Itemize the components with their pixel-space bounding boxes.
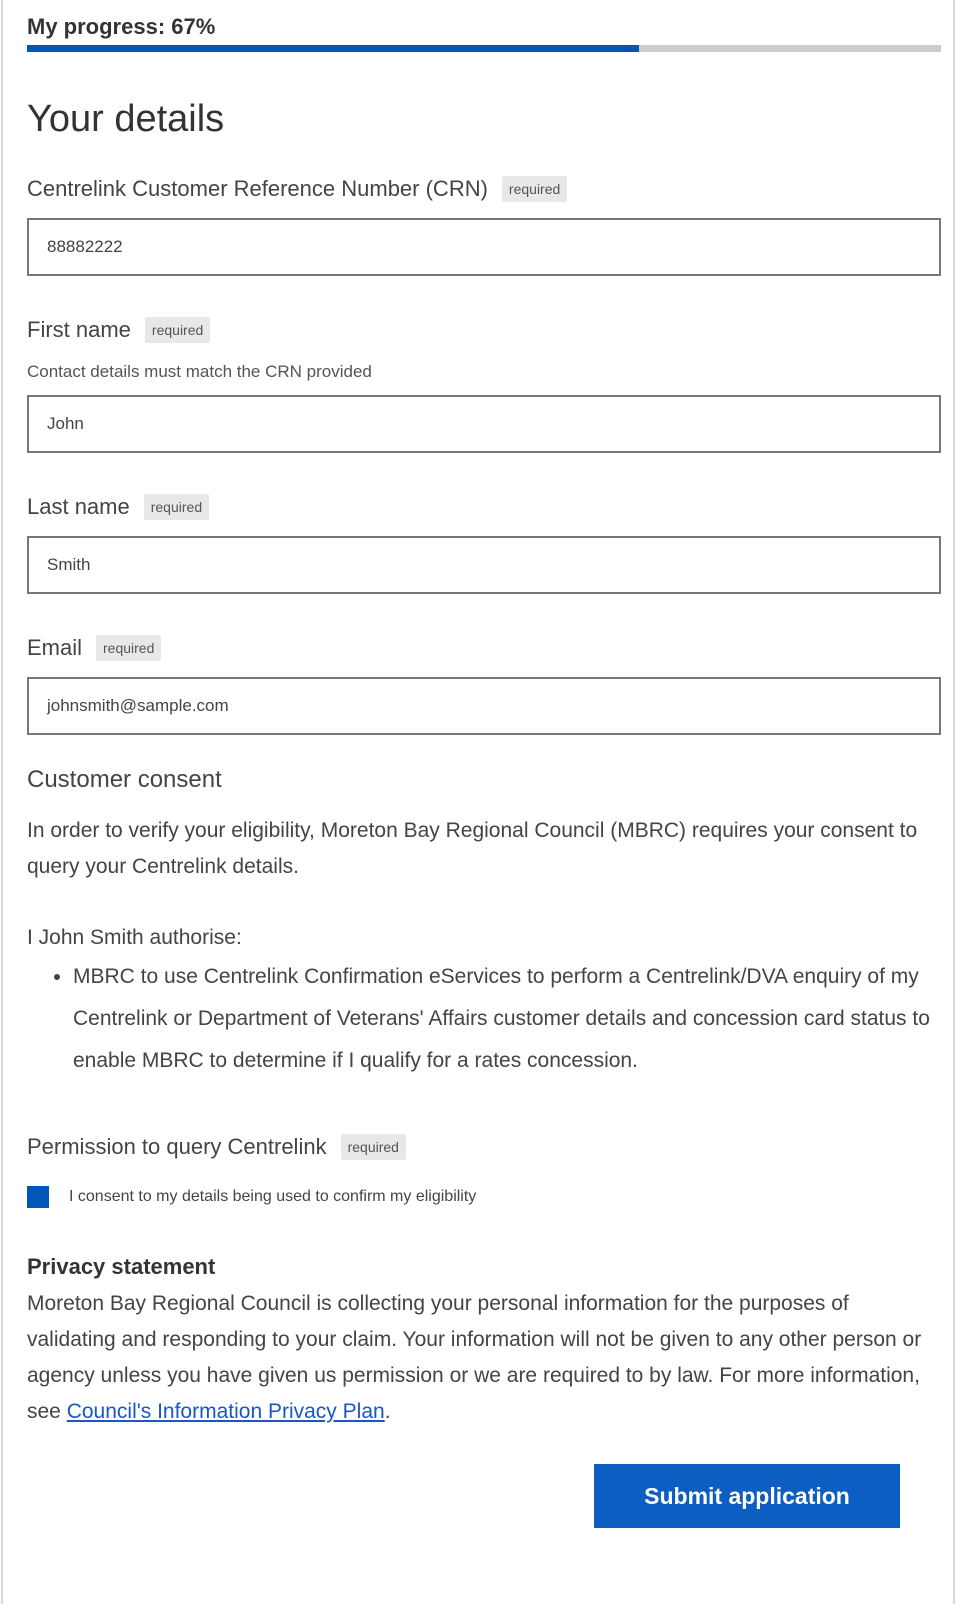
consent-checkbox[interactable] xyxy=(27,1186,49,1208)
privacy-body-text: Moreton Bay Regional Council is collecting your personal information for the purposes of validating and responding to your claim. Your information will not be given to any other person or agency unless you have given us permission or we are required to by law. For more information, see xyxy=(27,1292,922,1423)
progress-bar-fill xyxy=(27,45,639,52)
progress-bar xyxy=(27,45,941,52)
submit-application-button[interactable]: Submit application xyxy=(594,1464,900,1528)
privacy-statement-title: Privacy statement xyxy=(27,1254,216,1279)
form-frame xyxy=(1,0,955,1604)
email-input[interactable] xyxy=(27,677,941,735)
consent-authorise: I John Smith authorise: xyxy=(27,926,242,949)
progress-label: My progress: 67% xyxy=(27,14,216,39)
privacy-plan-link[interactable]: Council's Information Privacy Plan xyxy=(66,1400,385,1423)
crn-label-row xyxy=(27,176,567,202)
required-badge: required xyxy=(96,635,161,661)
required-badge: required xyxy=(144,494,209,520)
consent-bullet-list xyxy=(27,956,953,1082)
consent-checkbox-row[interactable] xyxy=(27,1186,476,1208)
customer-consent-heading: Customer consent xyxy=(27,766,222,793)
last-name-label: Last name xyxy=(27,494,130,519)
email-label-row xyxy=(27,635,161,661)
crn-label: Centrelink Customer Reference Number (CRN) xyxy=(27,176,488,201)
permission-label-row xyxy=(27,1134,406,1160)
page-title: Your details xyxy=(27,98,225,140)
required-badge: required xyxy=(145,317,210,343)
required-badge: required xyxy=(502,176,567,202)
privacy-statement-body xyxy=(27,1286,927,1430)
permission-label: Permission to query Centrelink xyxy=(27,1134,327,1159)
first-name-hint: Contact details must match the CRN provided xyxy=(27,362,372,381)
consent-intro: In order to verify your eligibility, Moreton Bay Regional Council (MBRC) requires your consent to query your Centrelink details. xyxy=(27,819,918,878)
crn-input[interactable] xyxy=(27,218,941,276)
consent-checkbox-label: I consent to my details being used to confirm my eligibility xyxy=(69,1188,477,1205)
first-name-label-row xyxy=(27,317,210,343)
first-name-input[interactable] xyxy=(27,395,941,453)
consent-bullet-item: • MBRC to use Centrelink Confirmation eServices to perform a Centrelink/DVA enquiry of my Centrelink or Department of Veterans' Affairs customer details and concession card status to enable MBRC to determine if I qualify for a rates concession. xyxy=(73,956,953,1082)
required-badge: required xyxy=(341,1134,406,1160)
first-name-label: First name xyxy=(27,317,131,342)
last-name-label-row xyxy=(27,494,209,520)
privacy-trailing: . xyxy=(384,1400,391,1423)
last-name-input[interactable] xyxy=(27,536,941,594)
email-label: Email xyxy=(27,635,83,660)
